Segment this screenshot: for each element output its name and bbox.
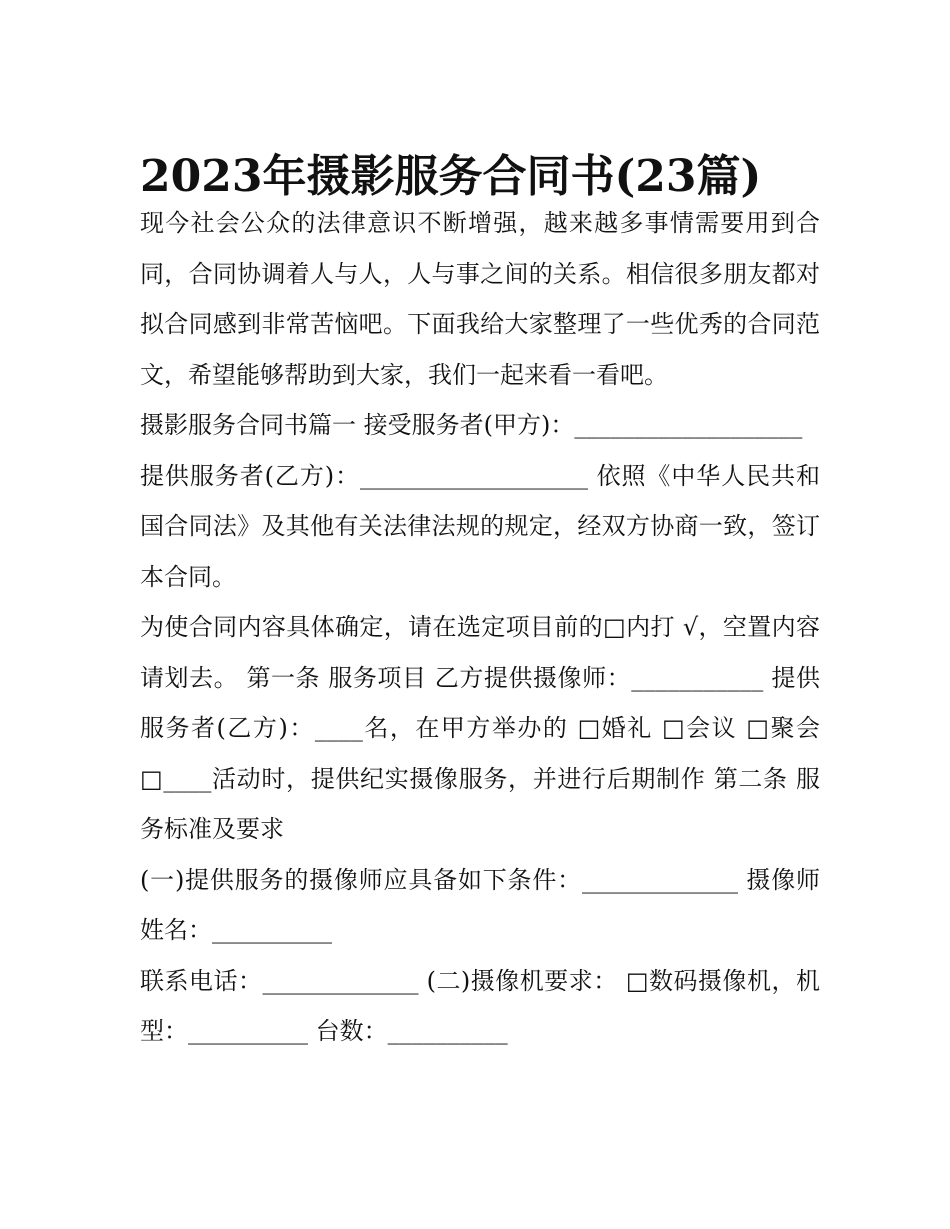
document-title: 2023年摄影服务合同书(23篇) [140,151,762,203]
paragraph-intro: 现今社会公众的法律意识不断增强，越来越多事情需要用到合同，合同协调着人与人，人与事之间的关系。相信很多朋友都对拟合同感到非常苦恼吧。下面我给大家整理了一些优秀的合同范文，希望能够帮助到大家，我们一起来看一看吧。 [140,209,820,389]
paragraph-camera-requirements: 联系电话：_____________ (二)摄像机要求： □数码摄像机，机型：__________ 台数：__________ [140,966,820,1045]
document-body [140,198,820,1057]
paragraph-party-a: 摄影服务合同书篇一 接受服务者(甲方)：___________________ [140,411,803,439]
paragraph-party-b: 提供服务者(乙方)：___________________ 依照《中华人民共和国合同法》及其他有关法律法规的规定，经双方协商一致，签订本合同。 [140,461,820,591]
paragraph-camera-operator: (一)提供服务的摄像师应具备如下条件：_____________ 摄像师姓名：__________ [140,865,820,944]
paragraph-service-items: 为使合同内容具体确定，请在选定项目前的□内打 √，空置内容请划去。 第一条 服务项目 乙方提供摄像师：___________ 提供服务者(乙方)：____名，在甲方举办的 □婚礼 □会议 □聚会 □____活动时，提供纪实摄像服务，并进行后期制作 第二条 服务标准及要求 [140,613,820,843]
